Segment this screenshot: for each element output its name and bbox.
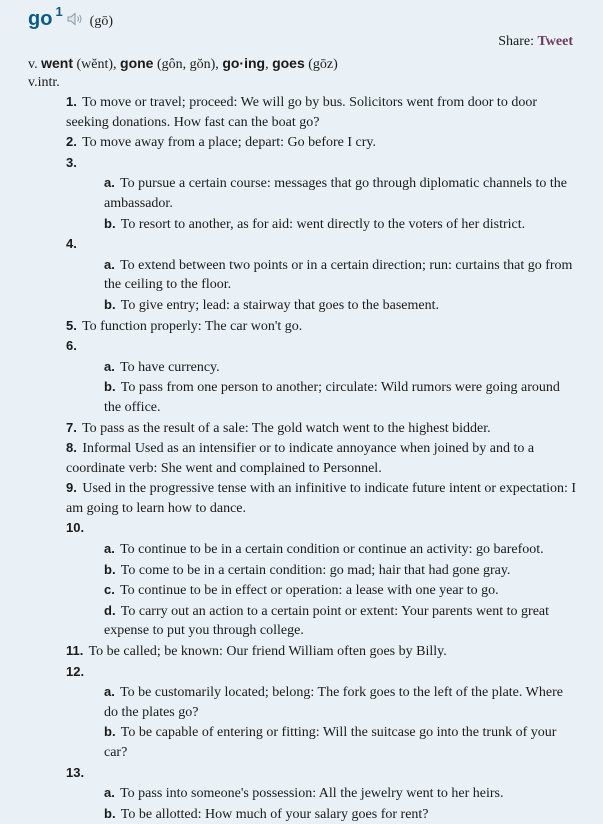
definition-number: 4.: [66, 236, 77, 252]
sub-part-of-speech: v.intr.: [28, 75, 60, 90]
definition-text: To move or travel; proceed: We will go by bus. Solicitors went from door to door seeking donations. How fast can the boat go?: [66, 95, 537, 130]
sub-definition-text: To continue to be in a certain condition or continue an activity: go barefoot.: [116, 542, 544, 558]
inflected-forms: [28, 54, 338, 74]
sub-definition-text: To pass from one person to another; circulate: Wild rumors were going around the office.: [104, 380, 560, 415]
definition-number: 12.: [66, 663, 85, 679]
sub-definition-text: To extend between two points or in a certain direction; run: curtains that go from the ceiling to the floor.: [104, 257, 573, 293]
sub-definition-item: [66, 214, 578, 235]
sub-definition-text: To be customarily located; belong: The fork goes to the left of the plate. Where do the plates go?: [104, 685, 563, 720]
sub-definition-text: To pursue a certain course: messages that go through diplomatic channels to the ambassador.: [104, 176, 567, 211]
sub-definition-letter: a.: [104, 785, 115, 801]
definition-text: To move away from a place; depart: Go before I cry.: [78, 135, 377, 151]
tweet-link[interactable]: Tweet: [537, 34, 573, 49]
definition-item: [66, 153, 578, 174]
sub-definition-letter: b.: [104, 379, 116, 395]
pron-gone: (gôn, gŏn),: [156, 57, 219, 72]
pron-goes: (gōz): [308, 57, 338, 72]
sub-definition-letter: a.: [104, 684, 115, 700]
share-label: Share:: [498, 34, 534, 49]
definition-text: To function properly: The car won't go.: [78, 318, 303, 334]
sub-definition-text: To resort to another, as for aid: went directly to the voters of her district.: [117, 216, 526, 232]
definition-list: [66, 92, 578, 824]
definition-item: [66, 132, 578, 153]
sub-definition-text: To have currency.: [116, 359, 220, 375]
definition-item: [66, 336, 578, 357]
definition-item: [66, 478, 578, 518]
sub-definition-item: [66, 539, 578, 560]
sub-definition-letter: b.: [104, 296, 116, 312]
definition-number: 2.: [66, 134, 77, 150]
definition-number: 11.: [66, 643, 84, 659]
sub-definition-item: [66, 580, 578, 601]
sub-definition-letter: a.: [104, 358, 115, 374]
sub-definition-item: [66, 173, 578, 213]
definition-item: [66, 316, 578, 337]
sub-definition-letter: c.: [104, 582, 115, 598]
form-separator: ,: [265, 57, 269, 72]
definition-item: [66, 763, 578, 784]
sub-definition-letter: b.: [104, 805, 116, 821]
definition-text: Used in the progressive tense with an infinitive to indicate future intent or expectation: I am going to learn how to dance.: [66, 481, 577, 516]
definition-item: [66, 641, 578, 662]
sub-definition-letter: b.: [104, 561, 116, 577]
sub-definition-item: [66, 783, 578, 804]
definition-number: 13.: [66, 764, 85, 780]
sub-definition-item: [66, 682, 578, 722]
sub-definition-letter: b.: [104, 215, 116, 231]
pron-went: (wĕnt),: [76, 57, 117, 72]
sub-definition-item: [66, 601, 578, 641]
homograph-number: 1: [55, 4, 63, 19]
share-bar: [498, 34, 573, 50]
sub-definition-text: To be allotted: How much of your salary goes for rent?: [117, 806, 429, 822]
definition-item: [66, 92, 578, 132]
definition-number: 3.: [66, 154, 77, 170]
sub-definition-item: [66, 295, 578, 316]
form-going: go·ing: [222, 55, 266, 71]
sub-definition-text: To pass into someone's possession: All the jewelry went to her heirs.: [116, 786, 504, 802]
definition-item: [66, 234, 578, 255]
form-gone: gone: [120, 55, 154, 71]
definition-text: To be called; be known: Our friend William often goes by Billy.: [85, 644, 447, 660]
sub-definition-text: To continue to be in effect or operation: a lease with one year to go.: [116, 583, 499, 599]
sub-definition-text: To be capable of entering or fitting: Will the suitcase go into the trunk of your car?: [104, 725, 557, 760]
sub-definition-text: To come to be in a certain condition: go mad; hair that had gone gray.: [117, 562, 511, 578]
definition-item: [66, 418, 578, 439]
definition-number: 7.: [66, 419, 77, 435]
headword: go: [28, 8, 53, 30]
sub-definition-text: To give entry; lead: a stairway that goes to the basement.: [117, 297, 440, 313]
speaker-icon[interactable]: [67, 12, 84, 26]
definition-text: To pass as the result of a sale: The gold watch went to the highest bidder.: [78, 420, 491, 436]
definition-number: 5.: [66, 317, 77, 333]
form-goes: goes: [272, 55, 305, 71]
sub-definition-letter: b.: [104, 724, 116, 740]
sub-definition-letter: a.: [104, 256, 115, 272]
sub-definition-item: [66, 255, 578, 295]
form-went: went: [41, 55, 73, 71]
sub-definition-item: [66, 377, 578, 417]
sub-definition-item: [66, 804, 578, 824]
sub-definition-letter: a.: [104, 175, 115, 191]
sub-definition-letter: a.: [104, 541, 115, 557]
definition-item: [66, 662, 578, 683]
part-of-speech: v.: [28, 57, 38, 72]
definition-number: 1.: [66, 94, 77, 109]
sub-definition-item: [66, 722, 578, 762]
sub-definition-text: To carry out an action to a certain point or extent: Your parents went to great expense to put you through college.: [104, 603, 550, 639]
sub-definition-item: [66, 560, 578, 581]
sub-definition-item: [66, 357, 578, 378]
definition-number: 10.: [66, 520, 85, 536]
headword-pronunciation: (gō): [89, 14, 113, 29]
definition-number: 8.: [66, 440, 77, 456]
sub-definition-letter: d.: [104, 602, 116, 618]
definition-item: [66, 438, 578, 478]
definition-number: 6.: [66, 338, 77, 354]
definition-item: [66, 518, 578, 539]
definition-number: 9.: [66, 480, 77, 496]
headword-line: [28, 4, 113, 31]
definition-text: Informal Used as an intensifier or to indicate annoyance when joined by and to a coordinate verb: She went and complained to Personnel.: [66, 441, 535, 476]
